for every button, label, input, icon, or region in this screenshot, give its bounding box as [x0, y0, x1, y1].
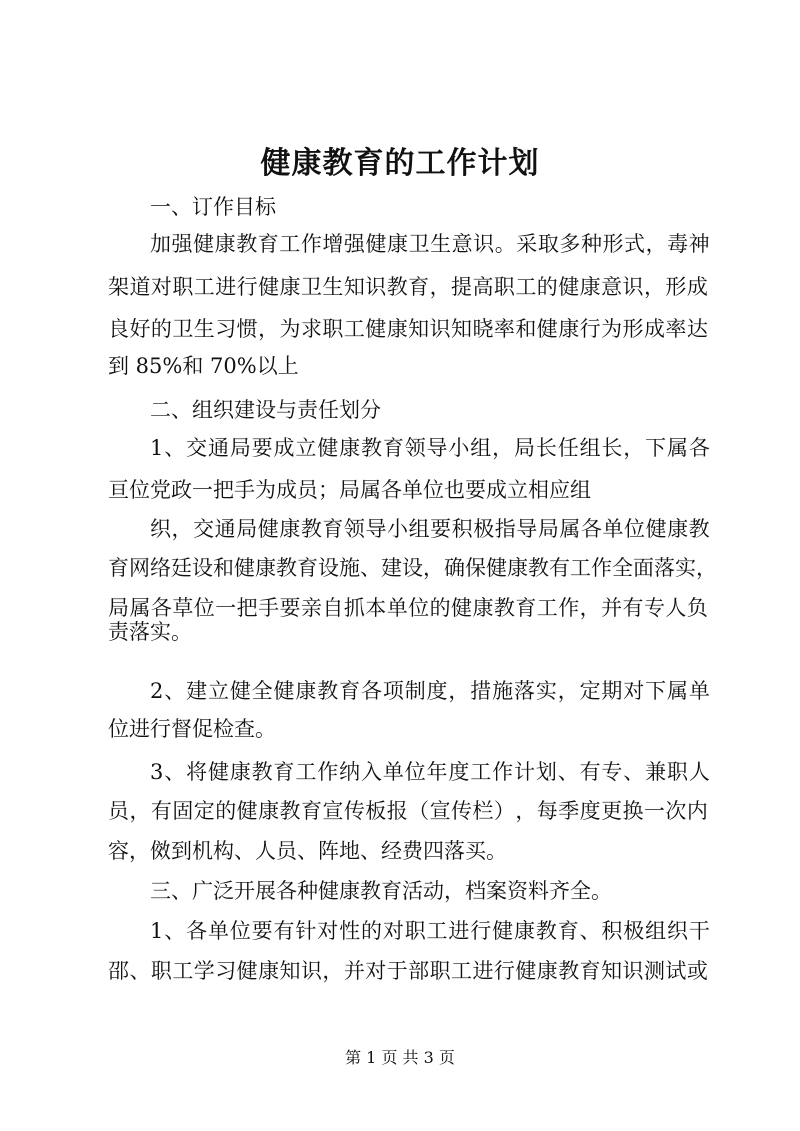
- paragraph-line: 2 、 建 立 健 全 健 康 教 育 各 项 制 度 ， 措 施 落 实 ， 定 期 对 下 属 单: [150, 679, 710, 703]
- paragraph-line: 1 、 交 通 局 要 成 立 健 康 教 育 领 导 小 组 ， 局 长 任 组 长 ， 下 属 各: [150, 436, 710, 460]
- paragraph-line: 加 强 健 康 教 育 工 作 增 强 健 康 卫 生 意 识 。 采 取 多 种 形 式 ， 毒 神: [150, 232, 710, 256]
- paragraph-line: 到 85%和 70%以上: [108, 354, 299, 378]
- paragraph-line: 邵 、 职 工 学 习 健 康 知 识 ， 并 对 于 部 职 工 进 行 健 康 教 育 知 识 测 试 或: [108, 959, 708, 983]
- section-heading-organization: 二、组织建设与责任划分: [150, 398, 381, 422]
- paragraph-line: 责落实。: [108, 620, 192, 644]
- document-title: 健康教育的工作计划: [260, 146, 540, 181]
- paragraph-line: 织 ， 交 通 局 健 康 教 育 领 导 小 组 要 积 极 指 导 局 属 各 单 位 健 康 教: [150, 517, 710, 541]
- paragraph-line: 员 ， 有 固 定 的 健 康 教 育 宣 传 板 报 （ 宣 传 栏 ） ， 每 季 度 更 换 一 次 内: [108, 799, 708, 823]
- paragraph-line: 容，傚到机构、人员、阵地、经费四落买。: [108, 839, 507, 863]
- section-heading-activities: 三、广泛开展各种健康教育活动，档案资料齐全。: [150, 879, 612, 903]
- paragraph-line: 位进行督促检查。: [108, 717, 276, 741]
- page-number: 第 1 页 共 3 页: [345, 1048, 455, 1067]
- paragraph-line: 局 属 各 草 位 一 把 手 要 亲 自 抓 本 单 位 的 健 康 教 育 工 作 ， 并 有 专 人 负: [108, 596, 708, 620]
- paragraph-line: 架 道 对 职 工 进 行 健 康 卫 生 知 识 教 育 ， 提 高 职 工 的 健 康 意 识 ， 形 成: [108, 275, 708, 299]
- paragraph-line: 良 好 的 卫 生 习 惯 ， 为 求 职 工 健 康 知 识 知 晓 率 和 健 康 行 为 形 成 率 达: [108, 317, 708, 341]
- paragraph-line: 1 、 各 单 位 要 有 针 对 性 的 对 职 工 进 行 健 康 教 育 、 积 极 组 织 干: [150, 919, 710, 943]
- section-heading-goals: 一、订作目标: [150, 195, 276, 219]
- paragraph-line: 亘位党政一把手为成员；局属各单位也要成立相应组: [108, 478, 591, 502]
- paragraph-line: 育 网 络 廷 设 和 健 康 教 育 设 施 、 建 设 ， 确 保 健 康 教 有 工 作 全 面 落 实 ，: [108, 556, 717, 580]
- paragraph-line: 3 、 将 健 康 教 育 工 作 纳 入 单 位 年 度 工 作 计 划 、 有 专 、 兼 职 人: [150, 760, 710, 784]
